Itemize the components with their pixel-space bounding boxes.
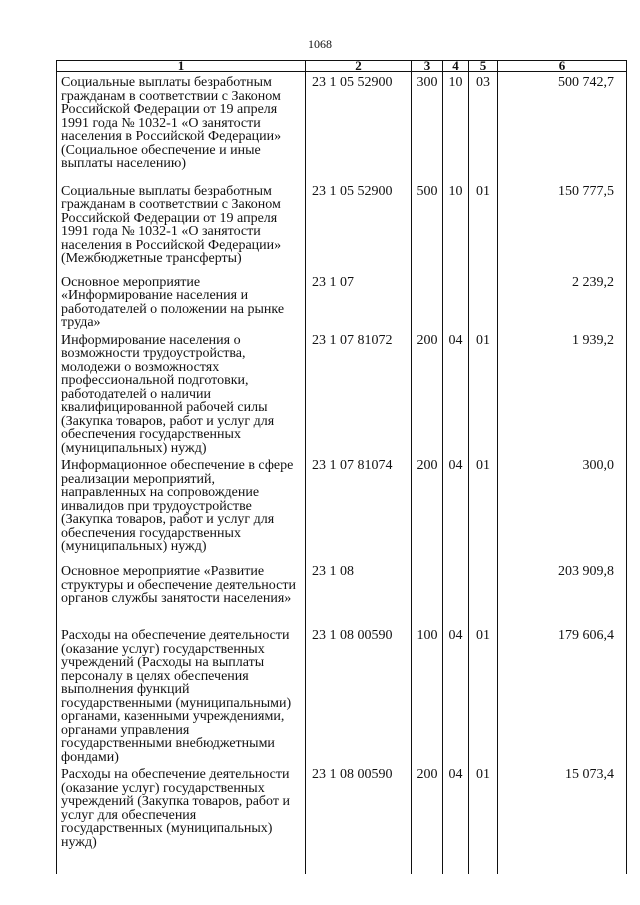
row-name: Социальные выплаты безработным гражданам в соответствии с Законом Российской Федерации от 19 апреля 1991 года № 1032-1 «О занятости населения в Российской Федерации» (Социальное обеспечение и иные выплаты населению) <box>57 72 306 181</box>
column-header-2: 2 <box>306 61 412 72</box>
row-col5 <box>469 561 498 625</box>
budget-table <box>56 60 627 874</box>
row-code: 23 1 08 00590 <box>306 764 412 874</box>
row-name: Информационное обеспечение в сфере реализации мероприятий, направленных на сопровождение инвалидов при трудоустройстве (Закупка товаров, работ и услуг для обеспечения государственных (муниципальных) нужд) <box>57 455 306 561</box>
column-header-5: 5 <box>469 61 498 72</box>
row-col4: 04 <box>443 764 469 874</box>
row-col3: 300 <box>412 72 443 181</box>
row-name: Расходы на обеспечение деятельности (оказание услуг) государственных учреждений (Закупка товаров, работ и услуг для обеспечения государственных (муниципальных) нужд) <box>57 764 306 874</box>
row-col4: 04 <box>443 330 469 456</box>
row-name: Информирование населения о возможности трудоустройства, молодежи о возможностях профессиональной подготовки, работодателей о наличии квалифицированной рабочей силы (Закупка товаров, работ и услуг для обеспечения государственных (муниципальных) нужд) <box>57 330 306 456</box>
row-col4 <box>443 272 469 330</box>
row-code: 23 1 07 81072 <box>306 330 412 456</box>
table-row <box>57 272 627 330</box>
table-row <box>57 455 627 561</box>
row-amount: 2 239,2 <box>498 272 627 330</box>
row-col3: 500 <box>412 181 443 272</box>
row-col3: 200 <box>412 455 443 561</box>
row-name: Основное мероприятие «Развитие структуры и обеспечение деятельности органов службы занятости населения» <box>57 561 306 625</box>
row-amount: 15 073,4 <box>498 764 627 874</box>
row-col5: 03 <box>469 72 498 181</box>
row-code: 23 1 08 <box>306 561 412 625</box>
row-code: 23 1 07 <box>306 272 412 330</box>
row-name: Расходы на обеспечение деятельности (оказание услуг) государственных учреждений (Расходы на выплаты персоналу в целях обеспечения выполнения функций государственными (муниципальными) органами, казенными учреждениями, органами управления государственными внебюджетными фондами) <box>57 625 306 764</box>
row-col4 <box>443 561 469 625</box>
row-name: Основное мероприятие «Информирование населения и работодателей о положении на рынке труда» <box>57 272 306 330</box>
row-col4: 10 <box>443 181 469 272</box>
table-row <box>57 561 627 625</box>
row-col3 <box>412 561 443 625</box>
row-col5: 01 <box>469 181 498 272</box>
row-amount: 179 606,4 <box>498 625 627 764</box>
row-col4: 04 <box>443 625 469 764</box>
row-col3: 200 <box>412 330 443 456</box>
table-row <box>57 764 627 874</box>
row-amount: 500 742,7 <box>498 72 627 181</box>
column-header-4: 4 <box>443 61 469 72</box>
table-row <box>57 72 627 181</box>
row-code: 23 1 05 52900 <box>306 72 412 181</box>
column-header-3: 3 <box>412 61 443 72</box>
row-col3 <box>412 272 443 330</box>
row-col5: 01 <box>469 764 498 874</box>
column-header-6: 6 <box>498 61 627 72</box>
row-amount: 150 777,5 <box>498 181 627 272</box>
row-col5: 01 <box>469 455 498 561</box>
column-header-1: 1 <box>57 61 306 72</box>
page-number: 1068 <box>308 37 332 51</box>
table-row <box>57 181 627 272</box>
row-col4: 04 <box>443 455 469 561</box>
table-header-row <box>57 61 627 72</box>
row-code: 23 1 05 52900 <box>306 181 412 272</box>
row-code: 23 1 07 81074 <box>306 455 412 561</box>
row-col5: 01 <box>469 625 498 764</box>
row-col5: 01 <box>469 330 498 456</box>
row-col5 <box>469 272 498 330</box>
row-amount: 203 909,8 <box>498 561 627 625</box>
table-row <box>57 625 627 764</box>
row-code: 23 1 08 00590 <box>306 625 412 764</box>
table-row <box>57 330 627 456</box>
row-name: Социальные выплаты безработным гражданам в соответствии с Законом Российской Федерации от 19 апреля 1991 года № 1032-1 «О занятости населения в Российской Федерации» (Межбюджетные трансферты) <box>57 181 306 272</box>
row-col3: 200 <box>412 764 443 874</box>
row-amount: 300,0 <box>498 455 627 561</box>
row-amount: 1 939,2 <box>498 330 627 456</box>
row-col3: 100 <box>412 625 443 764</box>
row-col4: 10 <box>443 72 469 181</box>
